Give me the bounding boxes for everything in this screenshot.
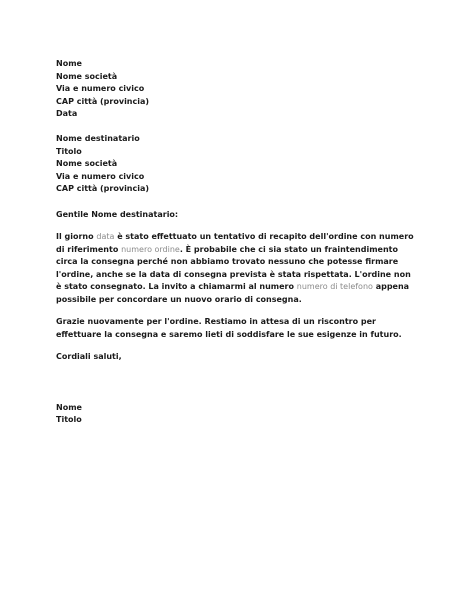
body1-text-4: appena possibile per concordare un nuovo orario di consegna. — [56, 282, 410, 304]
body-paragraph-1[interactable] — [56, 231, 416, 306]
order-number-placeholder[interactable]: numero ordine — [121, 244, 180, 254]
recipient-street[interactable]: Via e numero civico — [56, 171, 145, 181]
recipient-company[interactable]: Nome società — [56, 159, 118, 168]
phone-number-placeholder[interactable]: numero di telefono — [296, 282, 373, 291]
letter-date[interactable]: Data — [56, 109, 78, 118]
body1-text-3: . È probabile che ci sia stato un fraintendimento circa la consegna perché non abbiamo trovato nessuno che potesse firmare l'ordine, anche se la data di consegna prevista è stata rispettata. L'ordine non è stato consegnato. La invito a chiamarmi al numero — [56, 244, 411, 291]
body1-text-1: Il giorno — [56, 232, 97, 241]
closing-line[interactable]: Cordiali saluti, — [56, 352, 122, 361]
signature-name[interactable]: Nome — [56, 402, 82, 412]
recipient-city[interactable]: CAP città (provincia) — [56, 184, 150, 193]
letter-page — [56, 58, 416, 427]
salutation[interactable]: Gentile Nome destinatario: — [56, 209, 179, 219]
sender-street[interactable]: Via e numero civico — [56, 84, 145, 93]
signature-block — [56, 402, 416, 427]
signature-title[interactable]: Titolo — [56, 415, 82, 424]
body1-text-2: è stato effettuato un tentativo di recapito dell'ordine con numero di riferimento — [56, 232, 414, 254]
sender-city[interactable]: CAP città (provincia) — [56, 96, 150, 106]
body-paragraph-2[interactable]: Grazie nuovamente per l'ordine. Restiamo in attesa di un riscontro per effettuare la consegna e saremo lieti di soddisfare le sue esigenze in futuro. — [56, 317, 402, 339]
recipient-address — [56, 133, 416, 196]
sender-name[interactable]: Nome — [56, 59, 82, 68]
recipient-title[interactable]: Titolo — [56, 146, 82, 156]
date-placeholder[interactable]: data — [96, 232, 115, 241]
recipient-name[interactable]: Nome destinatario — [56, 134, 140, 143]
sender-address — [56, 58, 416, 121]
sender-company[interactable]: Nome società — [56, 71, 118, 81]
